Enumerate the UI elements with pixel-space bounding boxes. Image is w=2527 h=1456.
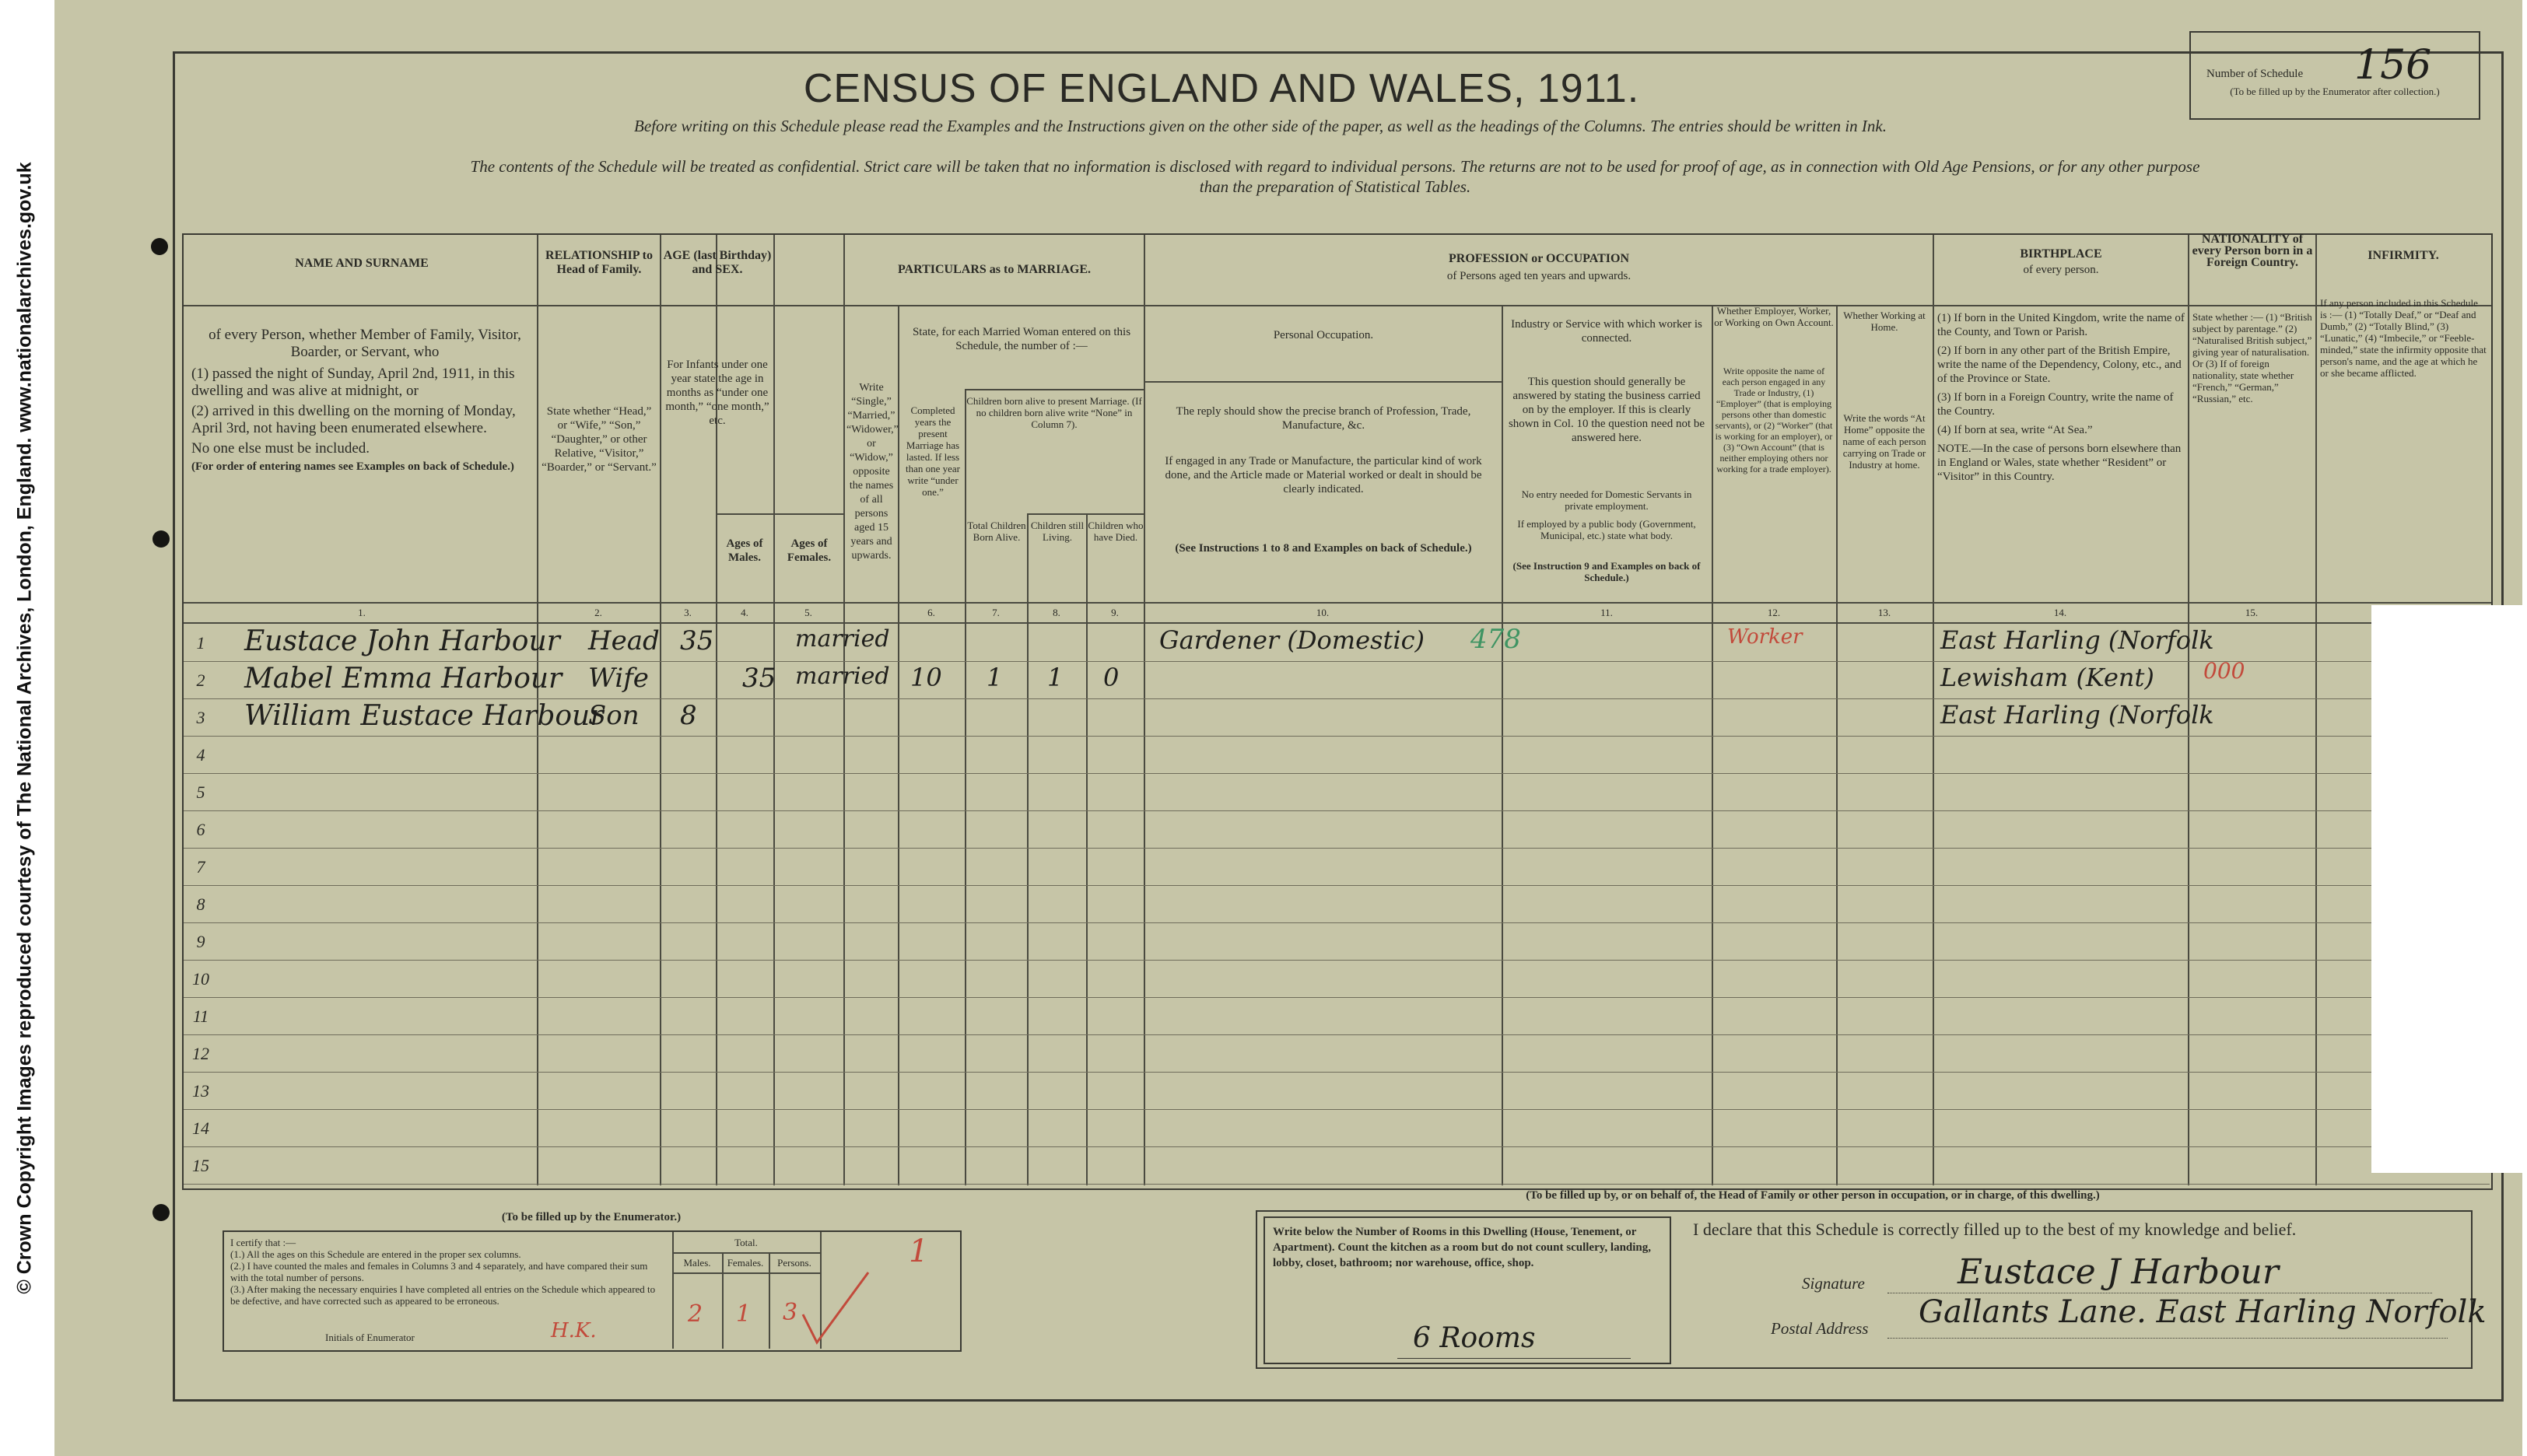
col-age-desc: For Infants under one year state the age in months as “under one month,” “one month,” etc.: [665, 359, 769, 427]
certify-1: (1.) All the ages on this Schedule are entered in the proper sex columns.: [230, 1248, 521, 1260]
enumerator-box: [223, 1230, 962, 1352]
row-relationship: Son: [588, 700, 640, 731]
row-age-male: 8: [680, 700, 697, 731]
row-number: 4: [196, 745, 205, 765]
enumerator-title: (To be filled up by the Enumerator.): [501, 1211, 682, 1223]
persons-label: Persons.: [777, 1257, 811, 1269]
col-header-birthplace: BIRTHPLACE: [2020, 247, 2102, 261]
col-children-title: Children born alive to present Marriage. (If no children born alive write “None” in Column 7).: [966, 395, 1142, 430]
name-rule-1: (1) passed the night of Sunday, April 2nd, 1911, in this dwelling and was alive at midnight, or: [191, 366, 515, 399]
header-rule: [184, 622, 2491, 624]
col-number: 11.: [1600, 607, 1613, 618]
row-divider: [184, 1146, 2490, 1147]
head-signature: Eustace J Harbour: [1957, 1252, 2279, 1292]
col-name-desc: [191, 327, 531, 474]
col-number: 1.: [358, 607, 366, 618]
row-name: William Eustace Harbour: [244, 700, 604, 732]
rooms-box: [1264, 1216, 1671, 1364]
col-birth-desc: [1937, 311, 2185, 484]
col-number: 8.: [1053, 607, 1060, 618]
col-number: 10.: [1316, 607, 1330, 618]
initials-label: Initials of Enumerator: [325, 1332, 415, 1343]
col-personal-occ: Personal Occupation.: [1273, 329, 1374, 341]
col-marriage-write: Write “Single,” “Married,” “Widower,” or “Widow,” opposite the names of all persons aged 15 years and upwards.: [846, 382, 899, 562]
row-number: 6: [196, 820, 205, 839]
col-header-name: NAME AND SURNAME: [295, 257, 429, 270]
redacted-area: [2371, 605, 2527, 1173]
row-employer-status: Worker: [1727, 625, 1803, 649]
col-header-relationship: RELATIONSHIP to Head of Family.: [545, 249, 653, 276]
males-total: 2: [688, 1300, 703, 1328]
row-divider: [184, 1109, 2490, 1110]
col-age-males: Ages of Males.: [726, 537, 763, 564]
row-number: 8: [196, 894, 205, 914]
schedule-number-box: [2189, 31, 2480, 120]
col-birth-sub: of every person.: [2023, 264, 2099, 276]
col-industry: Industry or Service with which worker is connected.: [1511, 318, 1702, 345]
col-number: 2.: [594, 607, 602, 618]
postal-address: Gallants Lane. East Harling Norfolk: [1919, 1294, 2487, 1330]
row-number: 12: [192, 1044, 209, 1063]
row-divider: [184, 773, 2490, 774]
address-label: Postal Address: [1771, 1319, 1869, 1338]
row-birthplace-code: 000: [2203, 658, 2245, 684]
row-number: 10: [192, 969, 209, 989]
col-marriage-years: Completed years the present Marriage has lasted. If less than one year write “under one.”: [905, 404, 961, 498]
row-number: 15: [192, 1156, 209, 1175]
col-personal-occ-desc3: (See Instructions 1 to 8 and Examples on back of Schedule.): [1175, 542, 1472, 555]
row-number: 11: [192, 1006, 209, 1026]
row-children-living: 1: [1047, 663, 1064, 692]
row-number: 7: [196, 857, 205, 877]
row-number: 13: [192, 1081, 209, 1101]
name-desc: of every Person, whether Member of Family, Visitor, Boarder, or Servant, who: [209, 327, 521, 360]
birth-rule-4: (4) If born at sea, write “At Sea.”: [1937, 424, 2093, 436]
row-number: 1: [196, 633, 205, 653]
row-divider: [184, 1072, 2490, 1073]
col-nat-desc: State whether :— (1) “British subject by parentage.” (2) “Naturalised British subject,” giving year of naturalisation. Or (3) If of foreign nationality, state whether “French,” “German,” “Russian,” etc.: [2192, 311, 2312, 404]
col-personal-occ-desc2: If engaged in any Trade or Manufacture, the particular kind of work done, and the Article made or Material worked or dealt in should be clearly indicated.: [1165, 455, 1482, 495]
row-relationship: Wife: [588, 663, 649, 694]
rooms-count: 6 Rooms: [1413, 1322, 1536, 1354]
row-number: 5: [196, 782, 205, 802]
col-rel-desc: State whether “Head,” or “Wife,” “Son,” “Daughter,” or other Relative, “Visitor,” “Boarder,” or “Servant.”: [542, 405, 657, 474]
certify-label: I certify that :—: [230, 1237, 296, 1248]
col-children-living: Children still Living.: [1030, 520, 1085, 543]
schedule-number: 156: [2354, 42, 2432, 89]
row-age-female: 35: [742, 663, 776, 694]
col-number: 7.: [992, 607, 1000, 618]
row-number: 9: [196, 932, 205, 951]
col-inf-desc: If any person included in this Schedule is :— (1) “Totally Deaf,” or “Deaf and Dumb,” (2) “Totally Blind,” (3) “Lunatic,” (4) “Imbecile,” or “Feeble-minded,” state the infirmity opposite that person's name, and the age at which he or she became afflicted.: [2320, 297, 2487, 379]
col-employer-desc: Write opposite the name of each person engaged in any Trade or Industry, (1) “Employer” (that is employing persons other than domestic servants), or (2) “Worker” (that is working for an employer), or (3) “Own Account” (that is neither employing others nor working for a trade employer).: [1715, 366, 1833, 474]
header-instruction: Before writing on this Schedule please read the Examples and the Instructions given on the other side of the paper, as well as the headings of the Columns. The entries should be written in Ink.: [634, 117, 1887, 135]
row-birthplace: Lewisham (Kent): [1940, 663, 2154, 692]
row-birthplace: East Harling (Norfolk: [1940, 700, 2214, 730]
row-children-died: 0: [1103, 663, 1120, 692]
birth-rule-3: (3) If born in a Foreign Country, write the name of the Country.: [1937, 391, 2174, 418]
col-industry-desc4: (See Instruction 9 and Examples on back of Schedule.): [1512, 560, 1701, 583]
red-tick-mark: [797, 1266, 890, 1352]
row-divider: [184, 736, 2490, 737]
col-children-died: Children who have Died.: [1088, 520, 1144, 543]
birth-rule-2: (2) If born in any other part of the British Empire, write the name of the Dependency, Colony, etc., and of the Province or State.: [1937, 345, 2182, 385]
males-label: Males.: [683, 1257, 711, 1269]
row-divider: [184, 848, 2490, 849]
row-divider: [184, 1184, 2490, 1185]
row-number: 14: [192, 1118, 209, 1138]
census-form: [54, 0, 2522, 1456]
col-number: 3.: [684, 607, 692, 618]
col-personal-occ-desc: The reply should show the precise branch of Profession, Trade, Manufacture, &c.: [1176, 405, 1471, 432]
rooms-instructions: Write below the Number of Rooms in this Dwelling (House, Tenement, or Apartment). Count the kitchen as a room but do not count scullery, landing, lobby, closet, bathroom; nor warehouse, office, shop.: [1273, 1226, 1652, 1269]
row-divider: [184, 922, 2490, 923]
col-children-total: Total Children Born Alive.: [967, 520, 1026, 543]
col-header-marriage: PARTICULARS as to MARRIAGE.: [897, 263, 1092, 276]
name-rule-2: (2) arrived in this dwelling on the morning of Monday, April 3rd, not having been enumerated elsewhere.: [191, 403, 516, 436]
col-number: 4.: [741, 607, 748, 618]
dwelling-head-note: (To be filled up by, or on behalf of, the Head of Family or other person in occupation, or in charge, of this dwelling.): [1526, 1189, 2100, 1202]
col-header-age: AGE (last Birthday) and SEX.: [663, 249, 772, 276]
row-divider: [184, 661, 2490, 662]
col-header-infirmity: INFIRMITY.: [2368, 249, 2439, 262]
enumerator-certify: [230, 1237, 666, 1307]
row-name: Eustace John Harbour: [244, 625, 560, 657]
row-divider: [184, 1034, 2490, 1035]
col-number: 13.: [1877, 607, 1891, 618]
signature-label: Signature: [1802, 1274, 1865, 1293]
confidential-line-2: than the preparation of Statistical Tables.: [1199, 177, 1471, 196]
confidential-line-1: The contents of the Schedule will be treated as confidential. Strict care will be taken that no information is disclosed with regard to individual persons. The returns are not to be used for proof of age, as in connection with Old Age Pensions, or for any other purpose: [470, 157, 2200, 176]
row-birthplace: East Harling (Norfolk: [1940, 625, 2214, 655]
total-label: Total.: [734, 1237, 758, 1248]
col-number: 9.: [1111, 607, 1119, 618]
females-total: 1: [736, 1300, 752, 1328]
col-number: 5.: [804, 607, 812, 618]
persons-total: 3: [783, 1299, 798, 1326]
col-number: 14.: [2053, 607, 2067, 618]
col-profession-sub: of Persons aged ten years and upwards.: [1446, 270, 1632, 282]
col-industry-desc3: If employed by a public body (Government, Municipal, etc.) state what body.: [1517, 518, 1696, 541]
row-occupation-code: 478: [1470, 624, 1521, 655]
enumerator-initials: H.K.: [551, 1319, 597, 1342]
row-children-born: 1: [987, 663, 1003, 692]
form-title: CENSUS OF ENGLAND AND WALES, 1911.: [803, 66, 1640, 111]
punch-hole: [152, 1204, 170, 1221]
row-marriage-years: 10: [910, 663, 942, 692]
col-header-nationality: NATIONALITY of every Person born in a Foreign Country.: [2192, 233, 2313, 269]
schedule-note: (To be filled up by the Enumerator after collection.): [2230, 86, 2440, 97]
row-divider: [184, 810, 2490, 811]
header-rule: [184, 602, 2491, 604]
col-number: 12.: [1767, 607, 1781, 618]
row-occupation: Gardener (Domestic): [1159, 625, 1425, 655]
row-number: 3: [196, 708, 205, 727]
enumerator-red-mark: 1: [909, 1234, 929, 1269]
declaration: I declare that this Schedule is correctly filled up to the best of my knowledge and belief.: [1693, 1220, 2297, 1239]
col-home-desc: Write the words “At Home” opposite the name of each person carrying on Trade or Industry at home.: [1842, 412, 1926, 471]
row-divider: [184, 885, 2490, 886]
birth-rule-1: (1) If born in the United Kingdom, write the name of the County, and Town or Parish.: [1937, 312, 2185, 338]
copyright-text: © Crown Copyright Images reproduced courtesy of The National Archives, London, England. www.nationalarchives.gov.uk: [13, 162, 36, 1294]
name-rule-4: (For order of entering names see Examples on back of Schedule.): [191, 460, 514, 473]
punch-hole: [151, 238, 168, 255]
punch-hole: [152, 530, 170, 548]
row-relationship: Head: [588, 625, 660, 656]
row-marriage-status: married: [795, 663, 890, 690]
col-number: 6.: [927, 607, 935, 618]
row-marriage-status: married: [795, 625, 890, 653]
certify-3: (3.) After making the necessary enquiries I have completed all entries on the Schedule which appeared to be defective, and have corrected such as appeared to be erroneous.: [230, 1283, 656, 1307]
name-rule-3: No one else must be included.: [191, 440, 370, 457]
females-label: Females.: [727, 1257, 764, 1269]
row-divider: [184, 997, 2490, 998]
row-age-male: 35: [680, 625, 714, 656]
col-industry-desc: This question should generally be answered by stating the business carried on by the employer. If this is clearly shown in Col. 10 the question need not be answered here.: [1508, 376, 1705, 444]
col-home: Whether Working at Home.: [1843, 310, 1926, 333]
row-divider: [184, 960, 2490, 961]
col-marriage-state: State, for each Married Woman entered on this Schedule, the number of :—: [912, 326, 1131, 352]
col-header-profession: PROFESSION or OCCUPATION: [1448, 252, 1629, 265]
col-industry-desc2: No entry needed for Domestic Servants in private employment.: [1521, 488, 1692, 512]
header-rule: [184, 305, 2491, 306]
birth-note: NOTE.—In the case of persons born elsewhere than in England or Wales, state whether “Resident” or “Visitor” in this Country.: [1937, 443, 2182, 483]
copyright-strip: [0, 0, 50, 1456]
col-age-females: Ages of Females.: [787, 537, 832, 564]
certify-2: (2.) I have counted the males and females in Columns 3 and 4 separately, and have compared their sum with the total number of persons.: [230, 1260, 648, 1283]
col-number: 15.: [2245, 607, 2259, 618]
schedule-label: Number of Schedule: [2206, 68, 2304, 80]
col-employer: Whether Employer, Worker, or Working on Own Account.: [1714, 305, 1834, 328]
dwelling-box: [1256, 1210, 2487, 1369]
row-number: 2: [196, 670, 205, 690]
row-divider: [184, 698, 2490, 699]
row-name: Mabel Emma Harbour: [244, 663, 563, 695]
